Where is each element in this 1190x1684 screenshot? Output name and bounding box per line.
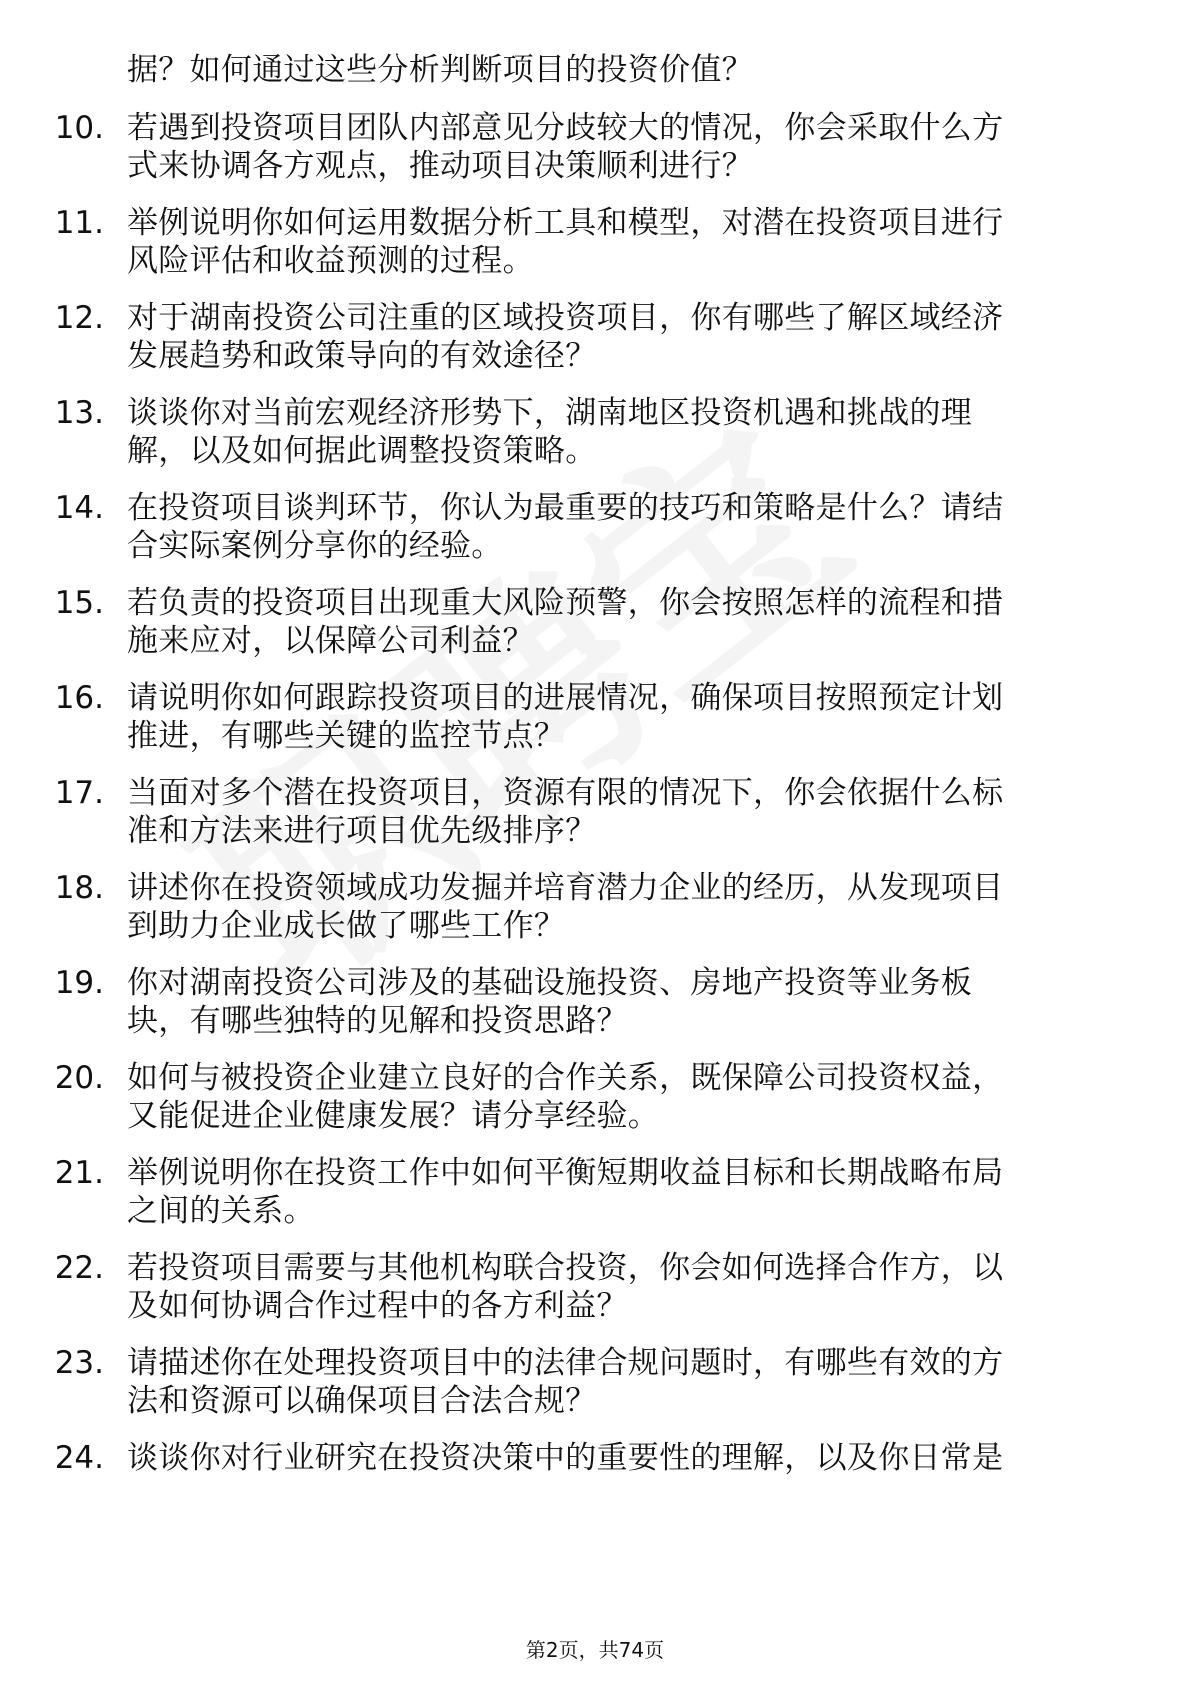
item-text-line: 对于湖南投资公司注重的区域投资项目，你有哪些了解区域经济 [127, 300, 1004, 336]
item-text-line: 发展趋势和政策导向的有效途径？ [127, 338, 597, 374]
item-text-line: 在投资项目谈判环节，你认为最重要的技巧和策略是什么？请结 [127, 490, 1004, 526]
item-text-line: 若负责的投资项目出现重大风险预警，你会按照怎样的流程和措 [127, 585, 1004, 621]
item-text-line: 准和方法来进行项目优先级排序？ [127, 813, 597, 849]
item-text-line: 风险评估和收益预测的过程。 [127, 243, 534, 279]
item-text-line: 块，有哪些独特的见解和投资思路？ [127, 1003, 628, 1039]
item-number: 15. [54, 585, 104, 621]
item-text-line: 你对湖南投资公司涉及的基础设施投资、房地产投资等业务板 [127, 965, 973, 1001]
item-text-line: 推进，有哪些关键的监控节点？ [127, 718, 566, 754]
item-number: 19. [54, 965, 104, 1001]
item-text-line: 当面对多个潜在投资项目，资源有限的情况下，你会依据什么标 [127, 775, 1004, 811]
item-number: 23. [54, 1345, 104, 1381]
continuation-line: 据？如何通过这些分析判断项目的投资价值？ [127, 52, 753, 88]
item-text-line: 讲述你在投资领域成功发掘并培育潜力企业的经历，从发现项目 [127, 870, 1004, 906]
item-text-line: 若投资项目需要与其他机构联合投资，你会如何选择合作方，以 [127, 1250, 1004, 1286]
item-text-line: 举例说明你在投资工作中如何平衡短期收益目标和长期战略布局 [127, 1155, 1004, 1191]
item-text-line: 式来协调各方观点，推动项目决策顺利进行？ [127, 148, 753, 184]
item-number: 24. [54, 1440, 104, 1476]
item-number: 18. [54, 870, 104, 906]
item-text-line: 法和资源可以确保项目合法合规？ [127, 1383, 597, 1419]
item-text-line: 举例说明你如何运用数据分析工具和模型，对潜在投资项目进行 [127, 205, 1004, 241]
item-number: 21. [54, 1155, 104, 1191]
item-text-line: 施来应对，以保障公司利益？ [127, 623, 534, 659]
item-number: 10. [54, 110, 104, 146]
item-number: 13. [54, 395, 104, 431]
item-number: 20. [54, 1060, 104, 1096]
item-text-line: 合实际案例分享你的经验。 [127, 528, 503, 564]
item-number: 12. [54, 300, 104, 336]
item-text-line: 谈谈你对行业研究在投资决策中的重要性的理解，以及你日常是 [127, 1440, 1004, 1476]
item-number: 11. [54, 205, 104, 241]
item-text-line: 又能促进企业健康发展？请分享经验。 [127, 1098, 660, 1134]
item-text-line: 请说明你如何跟踪投资项目的进展情况，确保项目按照预定计划 [127, 680, 1004, 716]
item-text-line: 谈谈你对当前宏观经济形势下，湖南地区投资机遇和挑战的理 [127, 395, 973, 431]
page-footer: 第2页，共74页 [525, 1638, 665, 1662]
item-text-line: 请描述你在处理投资项目中的法律合规问题时，有哪些有效的方 [127, 1345, 1004, 1381]
item-text-line: 若遇到投资项目团队内部意见分歧较大的情况，你会采取什么方 [127, 110, 1004, 146]
item-text-line: 及如何协调合作过程中的各方利益？ [127, 1288, 628, 1324]
item-number: 22. [54, 1250, 104, 1286]
item-text-line: 之间的关系。 [127, 1193, 315, 1229]
item-number: 16. [54, 680, 104, 716]
item-text-line: 到助力企业成长做了哪些工作？ [127, 908, 566, 944]
item-text-line: 如何与被投资企业建立良好的合作关系，既保障公司投资权益， [127, 1060, 1004, 1096]
item-number: 17. [54, 775, 104, 811]
item-number: 14. [54, 490, 104, 526]
item-text-line: 解，以及如何据此调整投资策略。 [127, 433, 597, 469]
